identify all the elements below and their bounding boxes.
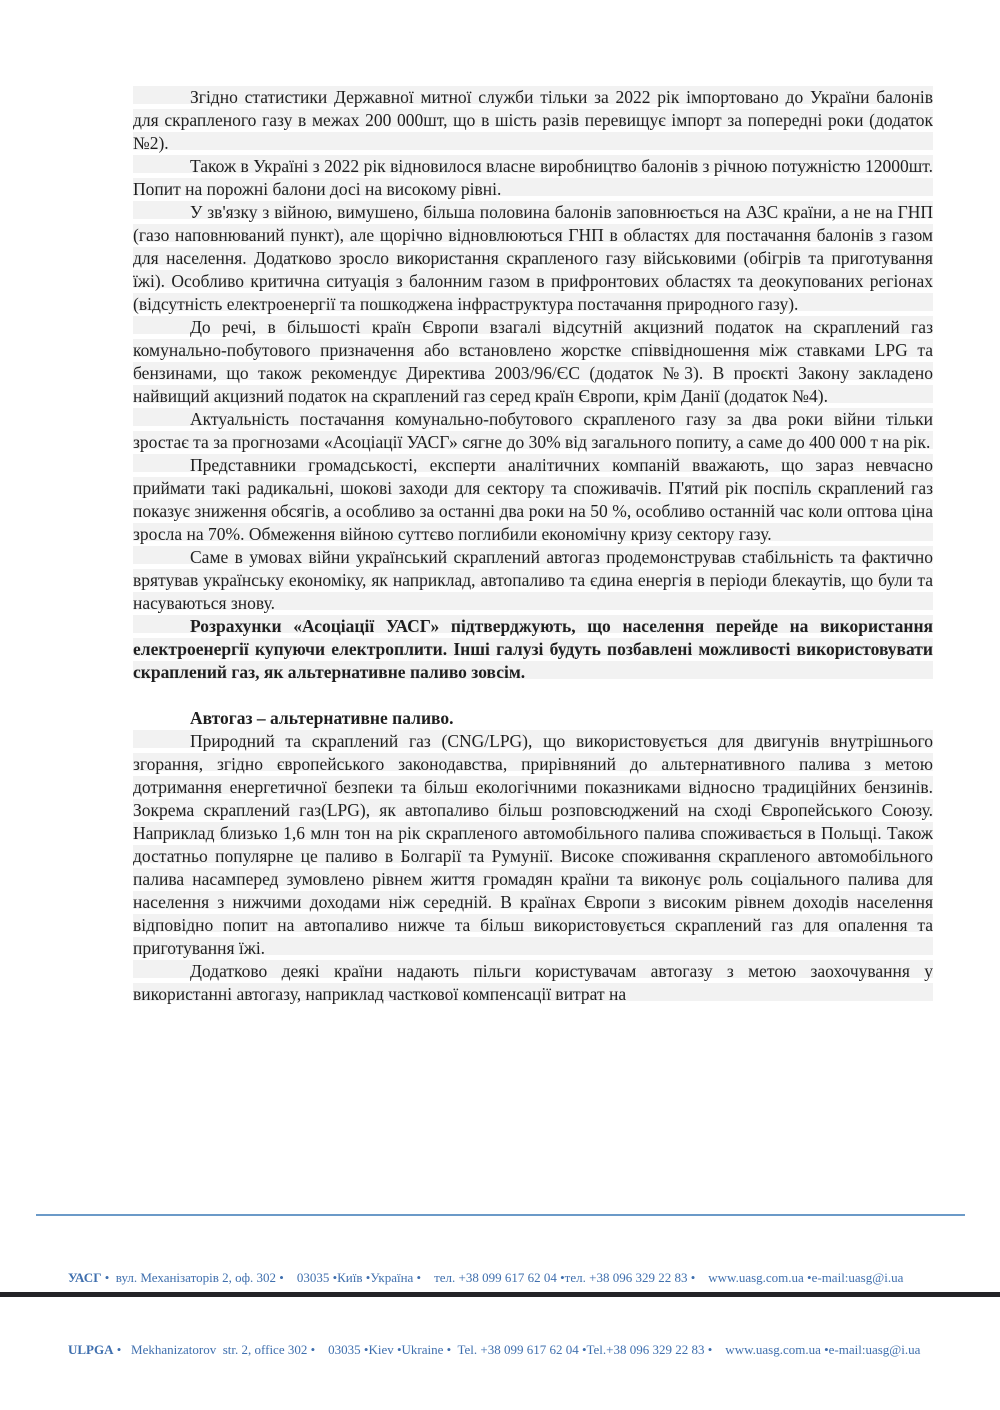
paragraph-customs-statistics: Згідно статистики Державної митної служби тільки за 2022 рік імпортовано до України балонів для скрапленого газу в межах 200 000шт, що в шість разів перевищує імпорт за попередні роки (додаток №2). [133,87,933,153]
footer-contacts-ukrainian: • вул. Механізаторів 2, оф. 302 • 03035 •Київ •Україна • тел. +38 099 617 62 04 •тел. +38 096 329 22 83 • www.uasg.com.ua •e-mail:uasg@i.ua [101,1270,904,1285]
paragraph-domestic-production: Також в Україні з 2022 рік відновилося власне виробництво балонів з річною потужністю 12000шт. Попит на порожні балони досі на високому рівні. [133,156,933,199]
paragraph-alternative-fuel: Природний та скраплений газ (CNG/LPG), що використовується для двигунів внутрішнього згорання, згідно європейського законодавства, прирівняний до альтернативного палива з метою дотримання енергетичної безпеки та більш екологічними показниками відносно традиційних бензинів. Зокрема скраплений газ(LPG), як автопаливо більш розповсюджений на сході Європейського Союзу. Наприклад близько 1,6 млн тон на рік скрапленого автомобільного палива споживається в Польщі. Також достатньо популярне це паливо в Болгарії та Румунії. Високе споживання скрапленого автомобільного палива насамперед зумовлено рівнем життя громадян країни та виконує роль соціального палива для населення з нижчими доходами ніж середній. В країнах Європи з високим рівнем доходів населення відповідно попит на автопаливо нижче та більш використовується скраплений газ для опалення та приготування їжі. [133,731,933,958]
footer-contacts-english: • Mekhanizatorov str. 2, office 302 • 03035 •Kiev •Ukraine • Tel. +38 099 617 62 04 •Tel.+38 096 329 22 83 • www.uasg.com.ua •e-mail:uasg@i.ua [113,1342,921,1357]
paragraph-autogas-stability: Саме в умовах війни український скраплений автогаз продемонстрував стабільність та фактично врятував українську економіку, як наприклад, автопаливо та єдина енергія в періоди блекаутів, що були та насуваються знову. [133,547,933,613]
footer-line-ukrainian [68,1266,940,1290]
section-heading: Автогаз – альтернативне паливо. [190,708,454,728]
org-name-ulpga: ULPGA [68,1342,114,1357]
paragraph-country-incentives: Додатково деякі країни надають пільги користувачам автогазу з метою заохочування у використанні автогазу, наприклад часткової компенсації витрат на [133,961,933,1004]
paragraph-war-impact: У зв'язку з війною, вимушено, більша половина балонів заповнюється на АЗС країни, а не на ГНП (газо наповнюваний пункт), але щорічно відновлюються ГНП в областях для постачання балонів з газом для населення. Додатково зросло використання скрапленого газу військовими (обігрів та приготування їжі). Особливо критична ситуація з балонним газом в прифронтових областях та деокупованих регіонах (відсутність електроенергії та пошкоджена інфраструктура постачання природного газу). [133,202,933,314]
org-name-uasg: УАСГ [68,1270,102,1285]
window-bottom-edge [0,1292,1000,1297]
document-body [133,86,933,1204]
footer-line-english [68,1338,940,1362]
letterhead-footer [68,1218,940,1410]
paragraph-demand-forecast: Актуальність постачання комунально-побутового скрапленого газу за два роки війни тільки зростає та за прогнозами «Асоціації УАСГ» сягне до 30% від загального попиту, а саме до 400 000 т на рік. [133,409,933,452]
paragraph-association-conclusion: Розрахунки «Асоціації УАСГ» підтверджують, що населення перейде на використання електроенергії купуючи електроплити. Інші галузі будуть позбавлені можливості використовувати скраплений газ, як альтернативне паливо зовсім. [133,616,933,682]
paragraph-eu-excise: До речі, в більшості країн Європи взагалі відсутній акцизний податок на скраплений газ комунально-побутового призначення або встановлено жорстке співвідношення між ставками LPG та бензинами, що також рекомендує Директива 2003/96/ЄС (додаток №3). В проєкті Закону закладено найвищий акцизний податок на скраплений газ серед країн Європи, крім Данії (додаток №4). [133,317,933,406]
footer-divider [36,1214,965,1216]
paragraph-experts-opinion: Представники громадськості, експерти аналітичних компаній вважають, що зараз невчасно приймати такі радикальні, шокові заходи для сектору та споживачів. П'ятий рік поспіль скраплений газ показує зниження обсягів, а особливо за останні два роки на 50 %, особливо останній час коли оптова ціна зросла на 70%. Обмеження війною суттєво поглибили економічну кризу сектору газу. [133,455,933,544]
